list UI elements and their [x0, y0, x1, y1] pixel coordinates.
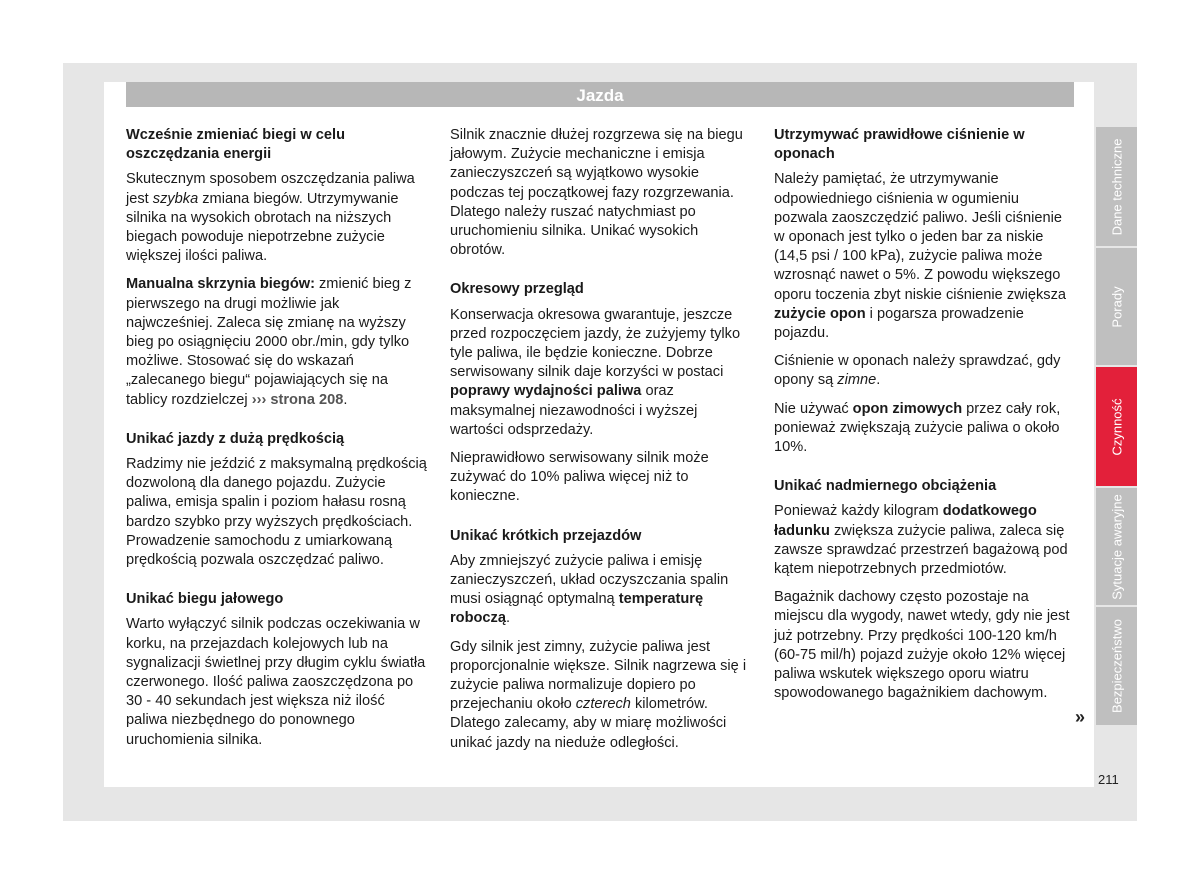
continued-arrow-icon: »: [1075, 707, 1086, 727]
paragraph: Aby zmniejszyć zużycie paliwa i emisję zanieczyszczeń, układ oczyszczania spalin musi osiągnąć optymalną temperaturę roboczą.: [450, 552, 729, 627]
side-tab-tips[interactable]: Porady: [1096, 248, 1137, 365]
heading-idle: Unikać biegu jałowego: [126, 591, 284, 608]
paragraph: Konserwacja okresowa gwarantuje, jeszcze przed rozpoczęciem jazdy, że zużyjemy tylko tyle paliwa, ile będzie konieczne. Dobrze serwisowany silnik daje korzyści w postaci poprawy wydajności paliwa oraz maksymalnej niezawodności i wyższej wartości odsprzedaży.: [450, 306, 741, 438]
paragraph: Manualna skrzynia biegów: zmienić bieg z pierwszego na drugi możliwie jak najwcześniej. Zaleca się zmianę na wyższy bieg po osiągnięciu 2000 obr./min, gdy tylko możliwe. Stosować się do wskazań „zalecanego biegu“ pojawiających się na tablicy rozdzielczej ››› strona 208.: [126, 276, 412, 408]
column-2: [450, 126, 752, 762]
section-header: Jazda: [126, 82, 1074, 107]
heading-periodic-service: Okresowy przegląd: [450, 281, 584, 298]
paragraph: Nie używać opon zimowych przez cały rok, ponieważ zwiększają zużycie paliwa o około 10%.: [774, 400, 1061, 456]
heading-short-trips: Unikać krótkich przejazdów: [450, 527, 642, 544]
paragraph: Skutecznym sposobem oszczędzania paliwa jest szybka zmiana biegów. Utrzymywanie silnika na wysokich obrotach na niższych biegach powoduje niepotrzebne zużycie większej ilości paliwa.: [126, 171, 415, 265]
page-reference-link[interactable]: ››› strona 208: [251, 391, 344, 408]
paragraph: Należy pamiętać, że utrzymywanie odpowiedniego ciśnienia w ogumieniu pozwala zaoszczędzić paliwo. Jeśli ciśnienie w oponach jest tylko o jeden bar za niskie (14,5 psi / 100 kPa), zużycie paliwa może wzrosnąć nawet o 5%. Z powodu większego oporu toczenia zbyt niskie ciśnienie zwiększa zużycie opon i pogarsza prowadzenie pojazdu.: [774, 171, 1067, 342]
heading-tire-pressure: Utrzymywać prawidłowe ciśnienie w oponach: [774, 127, 1025, 163]
paragraph: Ponieważ każdy kilogram dodatkowego ładunku zwiększa zużycie paliwa, zaleca się zawsze sprawdzać przestrzeń bagażową pod kątem niepotrzebnych przedmiotów.: [774, 503, 1068, 578]
heading-shift-early: Wcześnie zmieniać biegi w celu oszczędzania energii: [126, 127, 345, 163]
column-3: [774, 126, 1076, 712]
side-tab-emergencies[interactable]: Sytuacje awaryjne: [1096, 488, 1137, 605]
heading-high-speed: Unikać jazdy z dużą prędkością: [126, 430, 345, 447]
side-tab-operation[interactable]: Czynność: [1096, 367, 1137, 486]
paragraph: Radzimy nie jeździć z maksymalną prędkością dozwoloną dla danego pojazdu. Zużycie paliwa, emisja spalin i poziom hałasu rosną bardzo szybko przy wyższych prędkościach. Prowadzenie samochodu z umiarkowaną prędkością pozwala oszczędzać paliwo.: [126, 456, 427, 569]
side-tab-technical-data[interactable]: Dane techniczne: [1096, 127, 1137, 246]
paragraph: Bagażnik dachowy często pozostaje na miejscu dla wygody, nawet wtedy, gdy nie jest już potrzebny. Przy prędkości 100-120 km/h (60-75 mil/h) pojazd zużyje około 12% więcej paliwa wskutek większego oporu wiatru spowodowanego bagażnikiem dachowym.: [774, 589, 1070, 702]
paragraph: Warto wyłączyć silnik podczas oczekiwania w korku, na przejazdach kolejowych lub na sygnalizacji świetlnej przy długim cyklu światła czerwonego. Ilość paliwa zaoszczędzona po 30 - 40 sekundach jest większa niż ilość paliwa niezbędnego do ponownego uruchomienia silnika.: [126, 616, 426, 748]
paragraph: Ciśnienie w oponach należy sprawdzać, gdy opony są zimne.: [774, 353, 1061, 389]
paragraph: Nieprawidłowo serwisowany silnik może zużywać do 10% paliwa więcej niż to konieczne.: [450, 450, 709, 505]
side-tab-safety[interactable]: Bezpieczeństwo: [1096, 607, 1137, 725]
column-1: [126, 126, 428, 759]
page-number: 211: [1098, 772, 1119, 787]
paragraph: Gdy silnik jest zimny, zużycie paliwa jest proporcjonalnie większe. Silnik nagrzewa się i zużycie paliwa normalizuje dopiero po przejechaniu około czterech kilometrów. Dlatego zalecamy, aby w miarę możliwości unikać jazdy na nieduże odległości.: [450, 638, 747, 751]
paragraph: Silnik znacznie dłużej rozgrzewa się na biegu jałowym. Zużycie mechaniczne i emisja zanieczyszczeń są wyjątkowo wysokie podczas tej początkowej fazy rozgrzewania. Dlatego należy ruszać natychmiast po uruchomieniu silnika. Unikać wysokich obrotów.: [450, 127, 743, 259]
heading-overload: Unikać nadmiernego obciążenia: [774, 478, 997, 495]
